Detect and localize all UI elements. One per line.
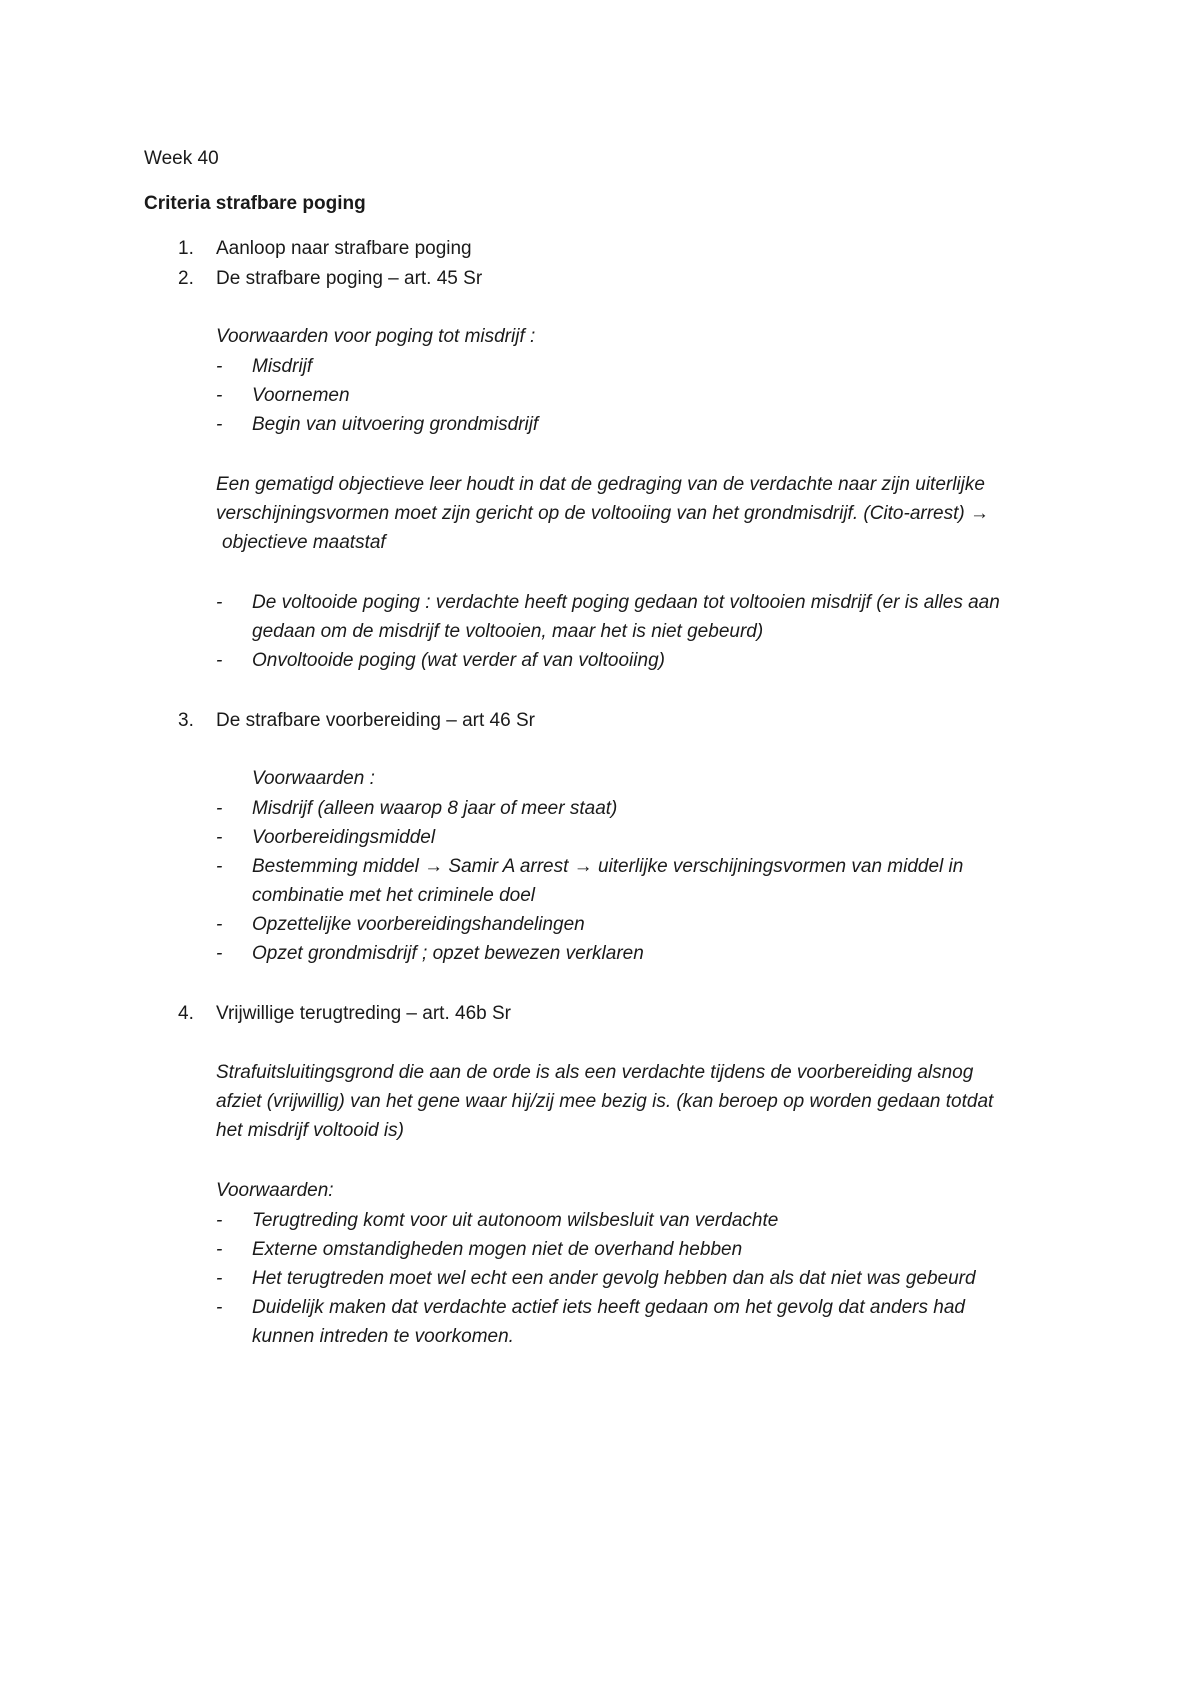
section-4-conditions-intro: Voorwaarden: [216, 1180, 334, 1201]
document-title: Criteria strafbare poging [144, 193, 366, 214]
bullet-dash: - [216, 856, 223, 877]
bullet-dash: - [216, 1268, 223, 1289]
section-3-conditions-intro: Voorwaarden : [252, 768, 375, 789]
list-item: Begin van uitvoering grondmisdrijf [252, 414, 539, 435]
list-item: Externe omstandigheden mogen niet de overhand hebben [252, 1239, 743, 1260]
paragraph-line: objectieve maatstaf [222, 532, 386, 553]
paragraph-line: verschijningsvormen moet zijn gericht op de voltooiing van het grondmisdrijf. (Cito-arrest) → [216, 503, 989, 524]
list-item: Opzet grondmisdrijf ; opzet bewezen verklaren [252, 943, 644, 964]
section-4-number: 4. [178, 1003, 194, 1024]
bullet-dash: - [216, 385, 223, 406]
section-1-number: 1. [178, 238, 194, 259]
bullet-dash: - [216, 1239, 223, 1260]
bullet-dash: - [216, 1297, 223, 1318]
list-item: Voorbereidingsmiddel [252, 827, 436, 848]
section-1-title: Aanloop naar strafbare poging [216, 238, 472, 259]
list-item-continuation: combinatie met het criminele doel [252, 885, 536, 906]
list-item: Het terugtreden moet wel echt een ander gevolg hebben dan als dat niet was gebeurd [252, 1268, 976, 1289]
paragraph-line: Strafuitsluitingsgrond die aan de orde is als een verdachte tijdens de voorbereiding alsnog [216, 1062, 974, 1083]
bullet-dash: - [216, 592, 223, 613]
bullet-dash: - [216, 414, 223, 435]
section-3-title: De strafbare voorbereiding – art 46 Sr [216, 710, 535, 731]
bullet-dash: - [216, 798, 223, 819]
section-2-conditions-intro: Voorwaarden voor poging tot misdrijf : [216, 326, 536, 347]
bullet-dash: - [216, 914, 223, 935]
bullet-dash: - [216, 356, 223, 377]
paragraph-line: Een gematigd objectieve leer houdt in dat de gedraging van de verdachte naar zijn uiterlijke [216, 474, 985, 495]
list-item: Terugtreding komt voor uit autonoom wilsbesluit van verdachte [252, 1210, 779, 1231]
section-2-title: De strafbare poging – art. 45 Sr [216, 268, 483, 289]
list-item: Misdrijf [252, 356, 313, 377]
section-4-title: Vrijwillige terugtreding – art. 46b Sr [216, 1003, 511, 1024]
list-item: Bestemming middel → Samir A arrest → uiterlijke verschijningsvormen van middel in [252, 856, 964, 877]
list-item: De voltooide poging : verdachte heeft poging gedaan tot voltooien misdrijf (er is alles aan [252, 592, 1000, 613]
bullet-dash: - [216, 827, 223, 848]
section-2-number: 2. [178, 268, 194, 289]
bullet-dash: - [216, 943, 223, 964]
list-item-continuation: kunnen intreden te voorkomen. [252, 1326, 514, 1347]
list-item: Voornemen [252, 385, 350, 406]
list-item-continuation: gedaan om de misdrijf te voltooien, maar het is niet gebeurd) [252, 621, 764, 642]
list-item: Opzettelijke voorbereidingshandelingen [252, 914, 585, 935]
bullet-dash: - [216, 1210, 223, 1231]
list-item: Onvoltooide poging (wat verder af van voltooiing) [252, 650, 665, 671]
list-item: Misdrijf (alleen waarop 8 jaar of meer staat) [252, 798, 618, 819]
list-item: Duidelijk maken dat verdachte actief iets heeft gedaan om het gevolg dat anders had [252, 1297, 965, 1318]
bullet-dash: - [216, 650, 223, 671]
paragraph-line: afziet (vrijwillig) van het gene waar hij/zij mee bezig is. (kan beroep op worden gedaan totdat [216, 1091, 994, 1112]
week-label: Week 40 [144, 148, 219, 169]
paragraph-line: het misdrijf voltooid is) [216, 1120, 404, 1141]
section-3-number: 3. [178, 710, 194, 731]
